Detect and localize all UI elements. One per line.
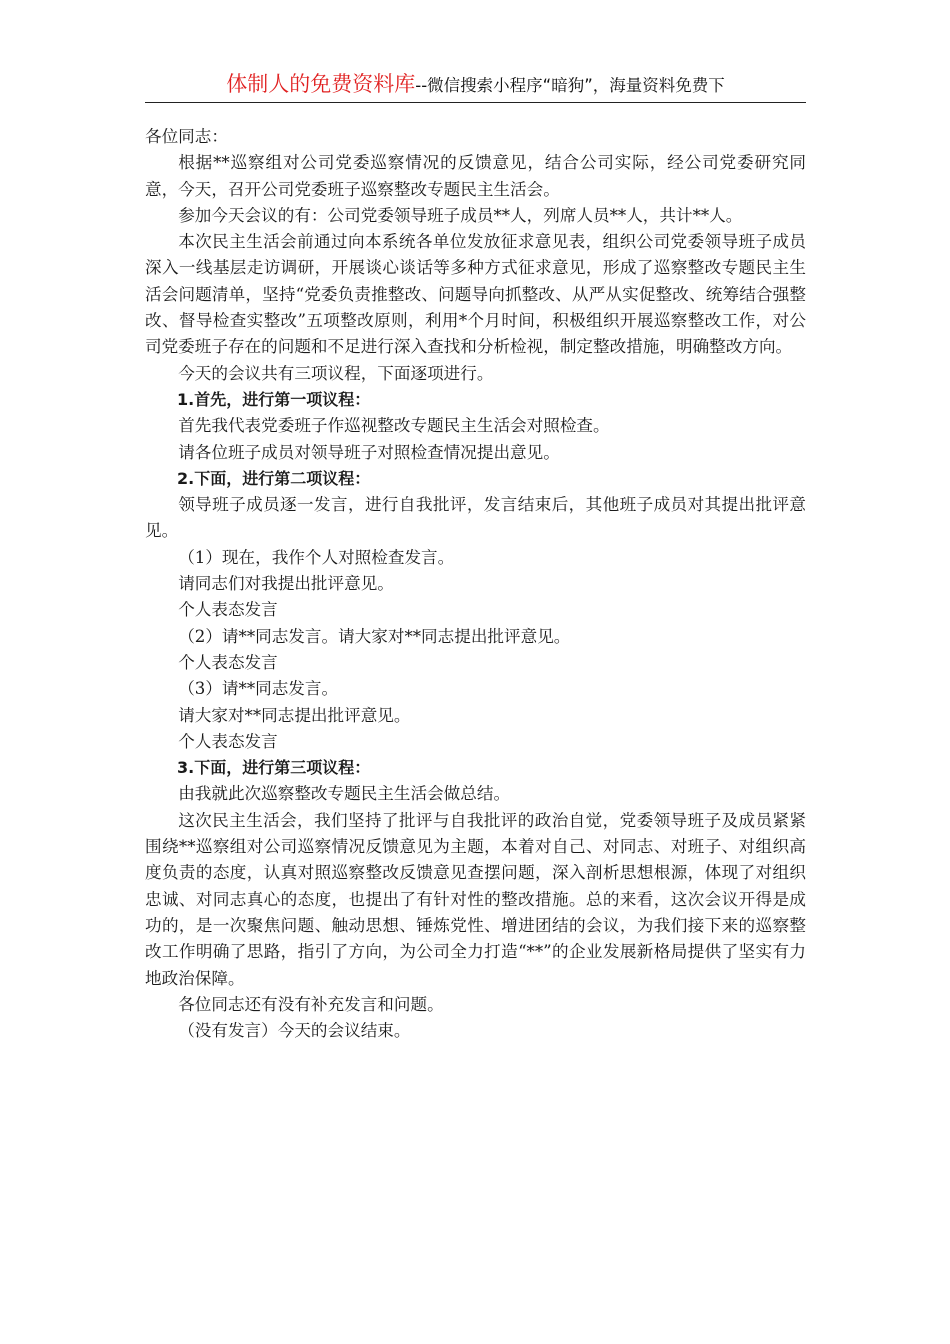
paragraph: 请各位班子成员对领导班子对照检查情况提出意见。: [178, 442, 560, 462]
paragraph: （1）现在，我作个人对照检查发言。: [178, 547, 455, 567]
paragraph: （没有发言）今天的会议结束。: [178, 1021, 411, 1041]
paragraph: 这次民主生活会，我们坚持了批评与自我批评的政治自觉，党委领导班子及成员紧紧围绕**巡察组对公司巡察情况反馈意见为主题，本着对自己、对同志、对班子、对组织高度负责的态度，认真对照巡察整改反馈意见查摆问题，深入剖析思想根源，体现了对组织忠诚、对同志真心的态度，也提出了有针对性的整改措施。总的来看，这次会议开得是成功的，是一次聚焦问题、触动思想、锤炼党性、增进团结的会议，为我们接下来的巡察整改工作明确了思路，指引了方向，为公司全力打造“**”的企业发展新格局提供了坚实有力地政治保障。: [145, 810, 806, 988]
agenda-heading-1: 1.首先，进行第一项议程：: [177, 389, 371, 409]
agenda-heading-3: 3.下面，进行第三项议程：: [177, 758, 371, 778]
paragraph: 本次民主生活会前通过向本系统各单位发放征求意见表，组织公司党委领导班子成员深入一线基层走访调研，开展谈心谈话等多种方式征求意见，形成了巡察整改专题民主生活会问题清单，坚持“党委负责推整改、问题导向抓整改、从严从实促整改、统筹结合强整改、督导检查实整改”五项整改原则，利用*个月时间，积极组织开展巡察整改工作，对公司党委班子存在的问题和不足进行深入查找和分析检视，制定整改措施，明确整改方向。: [145, 232, 806, 357]
greeting: 各位同志：: [145, 127, 228, 146]
header-brand: 体制人的免费资料库: [226, 72, 416, 96]
paragraph: 个人表态发言: [178, 731, 278, 751]
paragraph: 今天的会议共有三项议程，下面逐项进行。: [178, 363, 494, 383]
paragraph: 请大家对**同志提出批评意见。: [178, 705, 411, 725]
paragraph: （2）请**同志发言。请大家对**同志提出批评意见。: [178, 626, 571, 646]
paragraph: （3）请**同志发言。: [178, 679, 339, 699]
paragraph: 参加今天会议的有：公司党委领导班子成员**人，列席人员**人，共计**人。: [178, 205, 743, 225]
paragraph: 个人表态发言: [178, 652, 278, 672]
paragraph: 首先我代表党委班子作巡视整改专题民主生活会对照检查。: [178, 416, 610, 436]
document-body: [145, 124, 806, 1044]
page-header: [145, 68, 806, 103]
paragraph: 根据**巡察组对公司党委巡察情况的反馈意见，结合公司实际，经公司党委研究同意，今天，召开公司党委班子巡察整改专题民主生活会。: [145, 153, 806, 199]
header-slogan: --微信搜索小程序“暗狗”，海量资料免费下: [415, 76, 725, 95]
paragraph: 由我就此次巡察整改专题民主生活会做总结。: [178, 784, 511, 804]
paragraph: 个人表态发言: [178, 600, 278, 620]
agenda-heading-2: 2.下面，进行第二项议程：: [177, 468, 371, 488]
paragraph: 请同志们对我提出批评意见。: [178, 574, 394, 594]
paragraph: 领导班子成员逐一发言，进行自我批评，发言结束后，其他班子成员对其提出批评意见。: [145, 495, 806, 541]
paragraph: 各位同志还有没有补充发言和问题。: [178, 994, 444, 1014]
